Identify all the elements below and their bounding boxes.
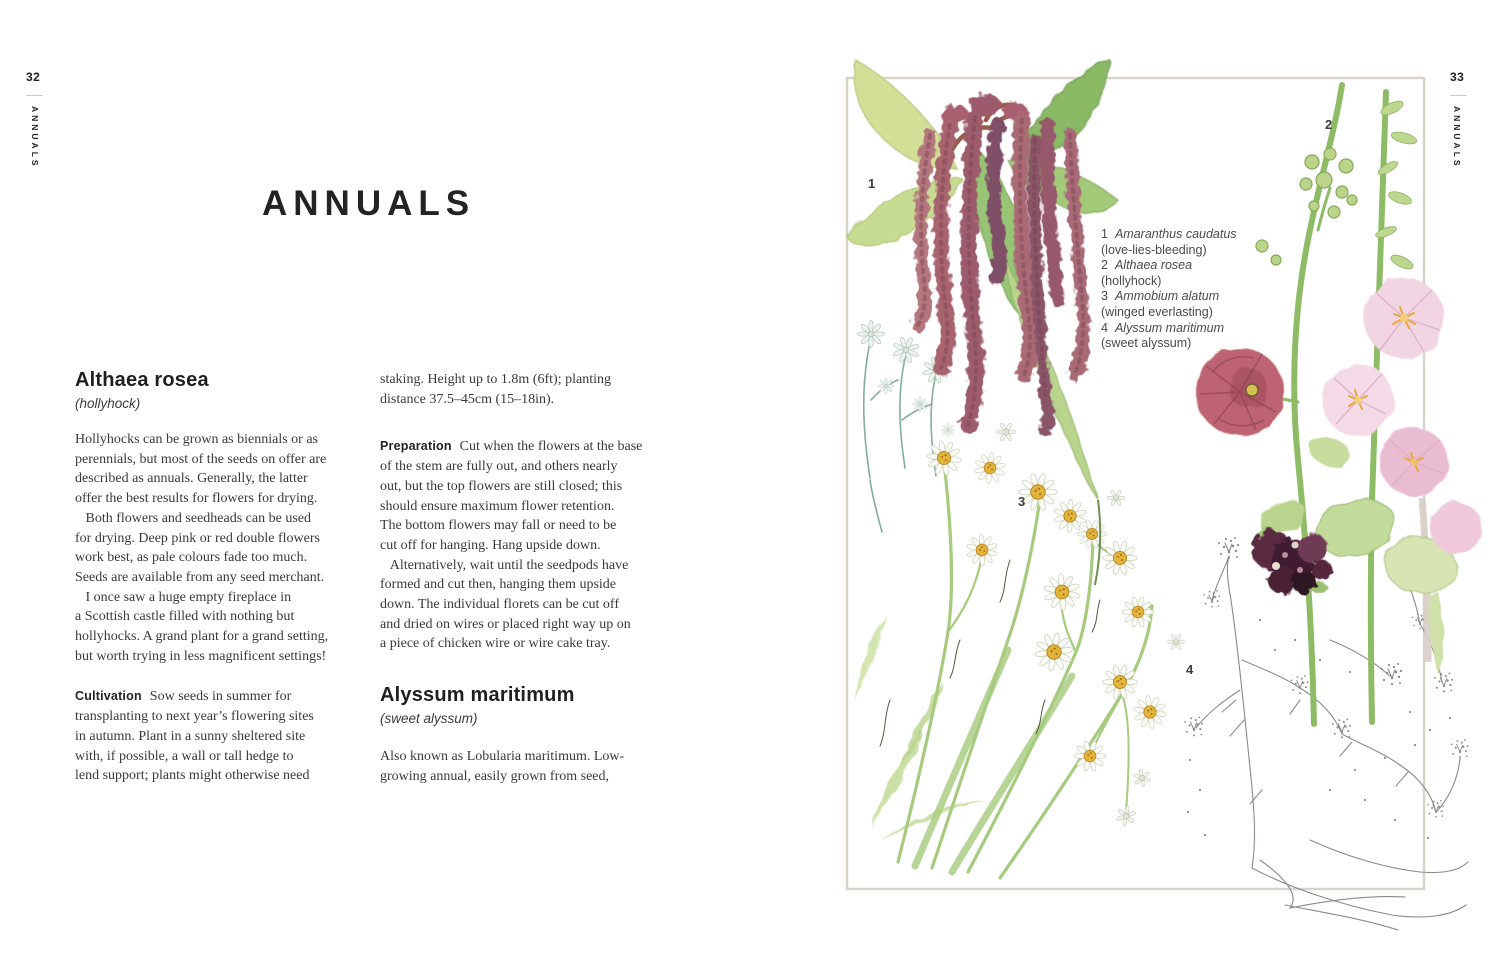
text-line: a piece of chicken wire or wire cake tray. <box>380 636 611 652</box>
plate-key-entry <box>1101 258 1251 289</box>
key-species-line <box>1101 321 1251 337</box>
runin-label: Preparation <box>380 439 452 454</box>
text-line: cut off for hanging. Hang upside down. <box>380 537 601 553</box>
text-line: Both flowers and seedheads can be used <box>75 510 311 526</box>
text-line: Alternatively, wait until the seedpods have <box>380 557 629 573</box>
text-line: The bottom flowers may fall or need to be <box>380 518 617 534</box>
text-line: Hollyhocks can be grown as biennials or as <box>75 432 318 447</box>
text-line: in autumn. Plant in a sunny sheltered site <box>75 728 306 744</box>
species-heading: Alyssum maritimum <box>380 684 575 707</box>
plate-key-entry <box>1101 227 1251 258</box>
sidebar-chapter-label-right: ANNUALS <box>1452 106 1462 169</box>
key-common-name: (love-lies-bleeding) <box>1101 242 1207 257</box>
runin-paragraph <box>380 437 680 654</box>
species-heading: Althaea rosea <box>75 369 209 391</box>
page-number-left: 32 <box>26 70 41 84</box>
text-column-2 <box>380 370 680 787</box>
text-line: described as annuals. Generally, the latter <box>75 471 308 487</box>
key-species-line <box>1101 258 1251 274</box>
folio-rule-left <box>26 95 43 96</box>
paragraph-gap <box>380 409 680 437</box>
botanical-plate-illustration <box>750 0 1500 972</box>
key-common-name: (sweet alyssum) <box>1101 336 1192 351</box>
figure-label-3: 3 <box>1018 494 1026 509</box>
key-species-line <box>1101 289 1251 305</box>
text-line: and dried on wires or placed right way up on <box>380 616 631 632</box>
text-line: lend support; plants might otherwise need <box>75 768 310 784</box>
key-number: 3 <box>1101 289 1108 304</box>
key-number: 1 <box>1101 227 1108 241</box>
text-line: work best, as pale colours fade too much. <box>75 550 308 566</box>
paragraph-gap <box>75 666 375 687</box>
text-line: of the stem are fully out, and others nearly <box>380 459 618 475</box>
text-line: Also known as Lobularia maritimum. Low- <box>380 749 625 765</box>
text-line: but worth trying in less magnificent settings! <box>75 648 327 664</box>
paragraph <box>380 370 680 409</box>
key-species-name: Alyssum maritimum <box>1114 320 1224 335</box>
text-line: down. The individual florets can be cut off <box>380 597 619 613</box>
page-number-right: 33 <box>1450 70 1465 84</box>
text-line: staking. Height up to 1.8m (6ft); planting <box>380 372 611 387</box>
hollyhock-figure <box>1196 85 1482 724</box>
text-line: growing annual, easily grown from seed, <box>380 768 609 784</box>
text-line: transplanting to next year’s flowering sites <box>75 709 314 725</box>
plate-key-entry <box>1101 289 1251 320</box>
text-line: distance 37.5–45cm (15–18in). <box>380 391 555 407</box>
text-line: for drying. Deep pink or red double flowers <box>75 530 320 546</box>
key-number: 4 <box>1101 320 1108 335</box>
text-line: perennials, but most of the seeds on offer are <box>75 451 327 467</box>
plate-key <box>1101 227 1251 352</box>
text-line: a Scottish castle filled with nothing but <box>75 609 295 625</box>
text-line: Preparation Cut when the flowers at the base <box>380 439 643 455</box>
figure-label-4: 4 <box>1186 662 1194 677</box>
text-line: Seeds are available from any seed merchant. <box>75 569 325 585</box>
text-line: out, but the top flowers are still closed; this <box>380 478 623 494</box>
text-line: I once saw a huge empty fireplace in <box>75 589 292 605</box>
text-column-1 <box>75 367 375 786</box>
sidebar-chapter-label-left: ANNUALS <box>30 106 40 169</box>
figure-label-1: 1 <box>868 176 876 191</box>
text-line: with, if possible, a wall or tall hedge to <box>75 748 294 764</box>
key-common-name: (hollyhock) <box>1101 273 1162 288</box>
paragraph-gap <box>380 654 680 682</box>
species-subtitle: (hollyhock) <box>75 396 141 411</box>
figure-label-2: 2 <box>1325 117 1333 132</box>
paragraph <box>380 747 680 786</box>
runin-label: Cultivation <box>75 689 142 704</box>
paragraph-gap <box>380 727 680 747</box>
species-subtitle: (sweet alyssum) <box>380 711 478 727</box>
key-number: 2 <box>1101 258 1108 273</box>
key-species-name: Althaea rosea <box>1114 258 1193 273</box>
text-line: offer the best results for flowers for drying. <box>75 491 318 507</box>
key-species-line <box>1101 227 1251 243</box>
text-line: should ensure maximum flower retention. <box>380 498 615 514</box>
text-line: formed and cut then, hanging them upside <box>380 577 616 593</box>
text-line: Cultivation Sow seeds in summer for <box>75 689 292 705</box>
key-species-name: Amaranthus caudatus <box>1114 227 1237 241</box>
paragraph <box>75 430 375 666</box>
runin-paragraph <box>75 687 375 786</box>
text-line: hollyhocks. A grand plant for a grand setting, <box>75 629 329 645</box>
key-species-name: Ammobium alatum <box>1114 289 1220 304</box>
ammobium-figure <box>855 321 1185 879</box>
paragraph-gap <box>75 412 375 430</box>
key-common-name: (winged everlasting) <box>1101 304 1213 319</box>
chapter-title: ANNUALS <box>262 184 476 223</box>
plate-key-entry <box>1101 321 1251 352</box>
